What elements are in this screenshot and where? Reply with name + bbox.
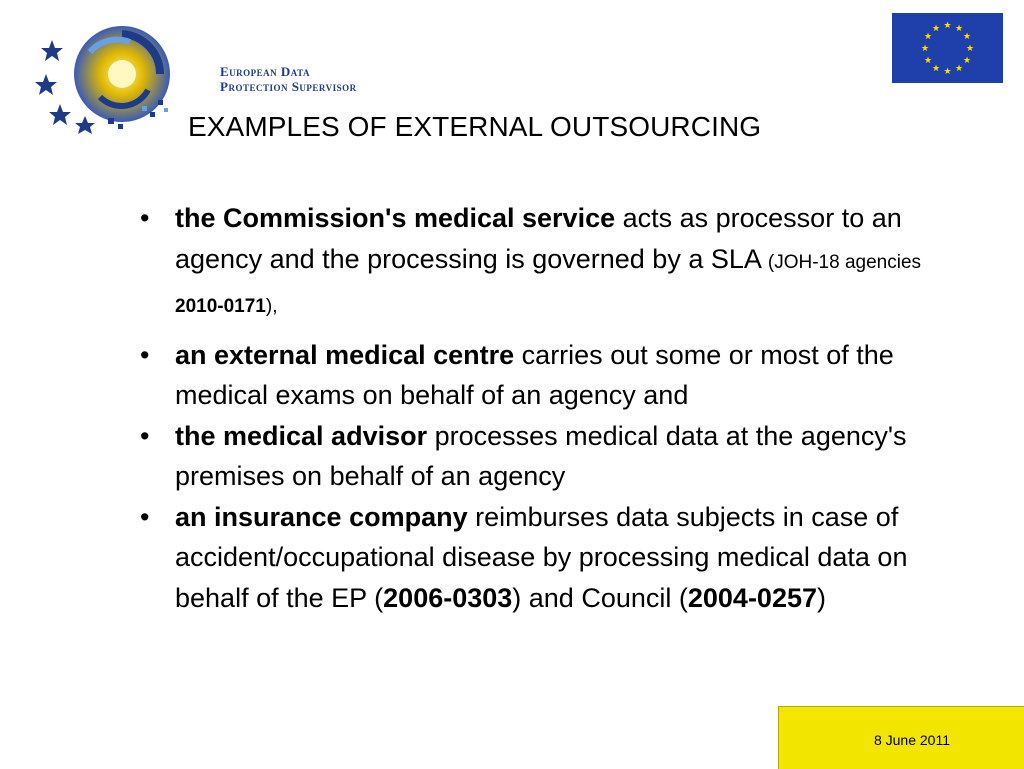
svg-text:★: ★	[954, 24, 964, 34]
list-item	[130, 335, 950, 416]
logo-line-1: European Data	[220, 64, 310, 79]
svg-text:★: ★	[943, 21, 952, 31]
bullet-text-mid: ) and Council (	[512, 582, 688, 613]
svg-text:★: ★	[931, 64, 941, 74]
bullet-bold-text: an insurance company	[175, 501, 468, 532]
page-title: EXAMPLES OF EXTERNAL OUTSOURCING	[188, 111, 762, 142]
svg-text:★: ★	[920, 44, 930, 54]
case-ref-open: (JOH-18 agencies	[767, 251, 922, 273]
bullet-text-end: )	[817, 582, 826, 613]
svg-text:★: ★	[923, 56, 933, 66]
list-item	[130, 497, 950, 619]
bullet-text: carries out some or most of the medical exams on behalf of an agency and	[175, 339, 894, 410]
bullet-text: acts as processor to an agency and the processing is governed by a SLA	[175, 203, 902, 274]
footer-date-box	[778, 706, 1024, 769]
svg-text:★: ★	[962, 56, 972, 66]
list-item	[130, 416, 950, 497]
case-ref-number: 2004-0257	[687, 582, 817, 613]
eu-flag-icon	[892, 13, 1003, 83]
list-item	[130, 198, 950, 328]
case-ref-number: 2010-0171	[175, 296, 266, 317]
svg-text:★: ★	[954, 64, 964, 74]
bullet-marker: •	[140, 501, 150, 532]
bullet-text: processes medical data at the agency's premises on behalf of an agency	[175, 420, 907, 491]
svg-text:★: ★	[962, 32, 972, 42]
svg-text:★: ★	[965, 44, 975, 54]
bullet-marker: •	[140, 339, 150, 370]
bullet-list	[130, 198, 950, 618]
bullet-marker: •	[140, 420, 150, 451]
bullet-marker: •	[140, 203, 150, 233]
svg-text:★: ★	[943, 67, 952, 77]
bullet-bold-text: the medical advisor	[175, 420, 428, 451]
case-ref-close: ),	[265, 296, 278, 317]
footer-date: 8 June 2011	[873, 732, 950, 748]
logo-line-2: Protection Supervisor	[220, 79, 357, 94]
bullet-text: reimburses data subjects in case of accident/occupational disease by processing medical data on behalf of the EP (	[175, 501, 908, 613]
bullet-bold-text: an external medical centre	[175, 339, 515, 370]
svg-text:★: ★	[931, 24, 941, 34]
case-ref-number: 2006-0303	[383, 582, 513, 613]
svg-text:★: ★	[923, 32, 933, 42]
logo-text	[220, 64, 357, 94]
bullet-bold-text: the Commission's medical service	[175, 203, 616, 233]
